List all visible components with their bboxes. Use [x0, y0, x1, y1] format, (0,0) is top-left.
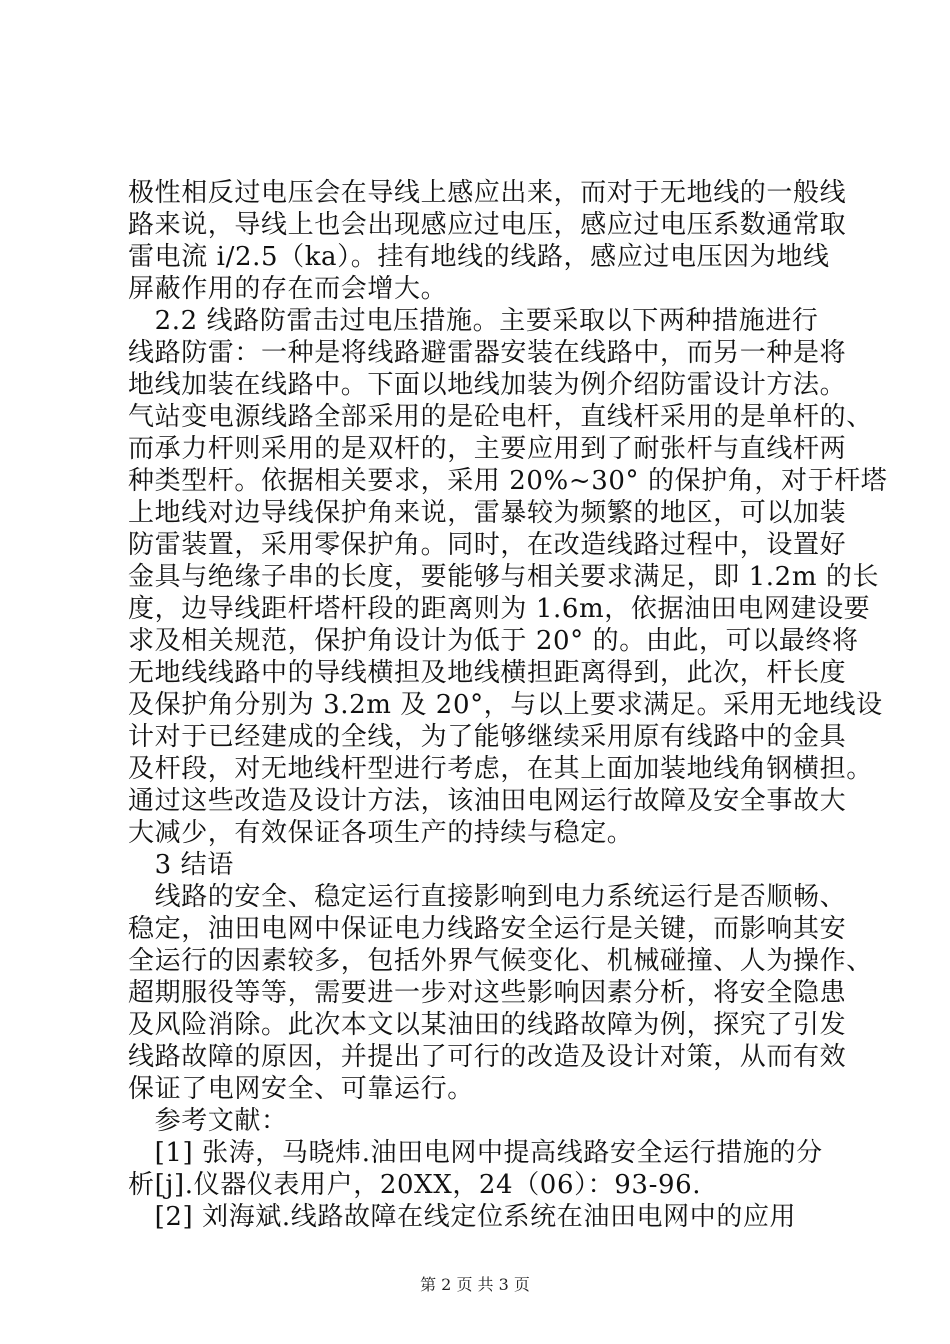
body-text-line: 及保护角分别为 3.2m 及 20°，与以上要求满足。采用无地线设 — [128, 690, 883, 720]
body-text-line: 屏蔽作用的存在而会增大。 — [128, 274, 448, 304]
reference-item: [1] 张涛，马晓炜.油田电网中提高线路安全运行措施的分 — [128, 1138, 823, 1168]
body-text-line: 路来说，导线上也会出现感应过电压，感应过电压系数通常取 — [128, 210, 847, 240]
body-text-line: 种类型杆。依据相关要求，采用 20%~30° 的保护角，对于杆塔 — [128, 466, 888, 496]
body-text-line: 线路防雷：一种是将线路避雷器安装在线路中，而另一种是将 — [128, 338, 847, 368]
reference-item: [2] 刘海斌.线路故障在线定位系统在油田电网中的应用 — [128, 1202, 797, 1232]
body-text-line: 计对于已经建成的全线，为了能够继续采用原有线路中的金具 — [128, 722, 847, 752]
body-text-line: 而承力杆则采用的是双杆的，主要应用到了耐张杆与直线杆两 — [128, 434, 847, 464]
body-text-line: 金具与绝缘子串的长度，要能够与相关要求满足，即 1.2m 的长 — [128, 562, 880, 592]
page-number-footer: 第 2 页 共 3 页 — [420, 1275, 530, 1294]
body-text-line: 防雷装置，采用零保护角。同时，在改造线路过程中，设置好 — [128, 530, 847, 560]
body-text-line: 稳定，油田电网中保证电力线路安全运行是关键，而影响其安 — [128, 914, 847, 944]
body-text-line: 无地线线路中的导线横担及地线横担距离得到，此次，杆长度 — [128, 658, 847, 688]
body-text-line: 线路的安全、稳定运行直接影响到电力系统运行是否顺畅、 — [128, 882, 847, 912]
body-text-line: 上地线对边导线保护角来说，雷暴较为频繁的地区，可以加装 — [128, 498, 847, 528]
body-text-line: 求及相关规范，保护角设计为低于 20° 的。由此，可以最终将 — [128, 626, 859, 656]
reference-item: 析[j].仪器仪表用户，20XX，24（06）：93-96. — [128, 1170, 702, 1200]
body-text-line: 及风险消除。此次本文以某油田的线路故障为例，探究了引发 — [128, 1010, 847, 1040]
body-text-line: 雷电流 i/2.5（ka）。挂有地线的线路，感应过电压因为地线 — [128, 242, 830, 272]
references-heading: 参考文献： — [128, 1106, 288, 1136]
body-text-line: 线路故障的原因，并提出了可行的改造及设计对策，从而有效 — [128, 1042, 847, 1072]
body-text-line: 全运行的因素较多，包括外界气候变化、机械碰撞、人为操作、 — [128, 946, 873, 976]
body-text-line: 通过这些改造及设计方法，该油田电网运行故障及安全事故大 — [128, 786, 847, 816]
body-text-line: 地线加装在线路中。下面以地线加装为例介绍防雷设计方法。 — [128, 370, 847, 400]
body-text-line: 超期服役等等，需要进一步对这些影响因素分析，将安全隐患 — [128, 978, 847, 1008]
body-text-line: 极性相反过电压会在导线上感应出来，而对于无地线的一般线 — [128, 178, 847, 208]
body-text-line: 大减少，有效保证各项生产的持续与稳定。 — [128, 818, 634, 848]
section-heading-conclusion: 3 结语 — [128, 850, 234, 880]
body-text-line: 度，边导线距杆塔杆段的距离则为 1.6m，依据油田电网建设要 — [128, 594, 871, 624]
body-text-line: 气站变电源线路全部采用的是砼电杆，直线杆采用的是单杆的、 — [128, 402, 873, 432]
body-text-line: 及杆段，对无地线杆型进行考虑，在其上面加装地线角钢横担。 — [128, 754, 873, 784]
body-text-line: 保证了电网安全、可靠运行。 — [128, 1074, 474, 1104]
section-heading-line: 2.2 线路防雷击过电压措施。主要采取以下两种措施进行 — [128, 306, 819, 336]
